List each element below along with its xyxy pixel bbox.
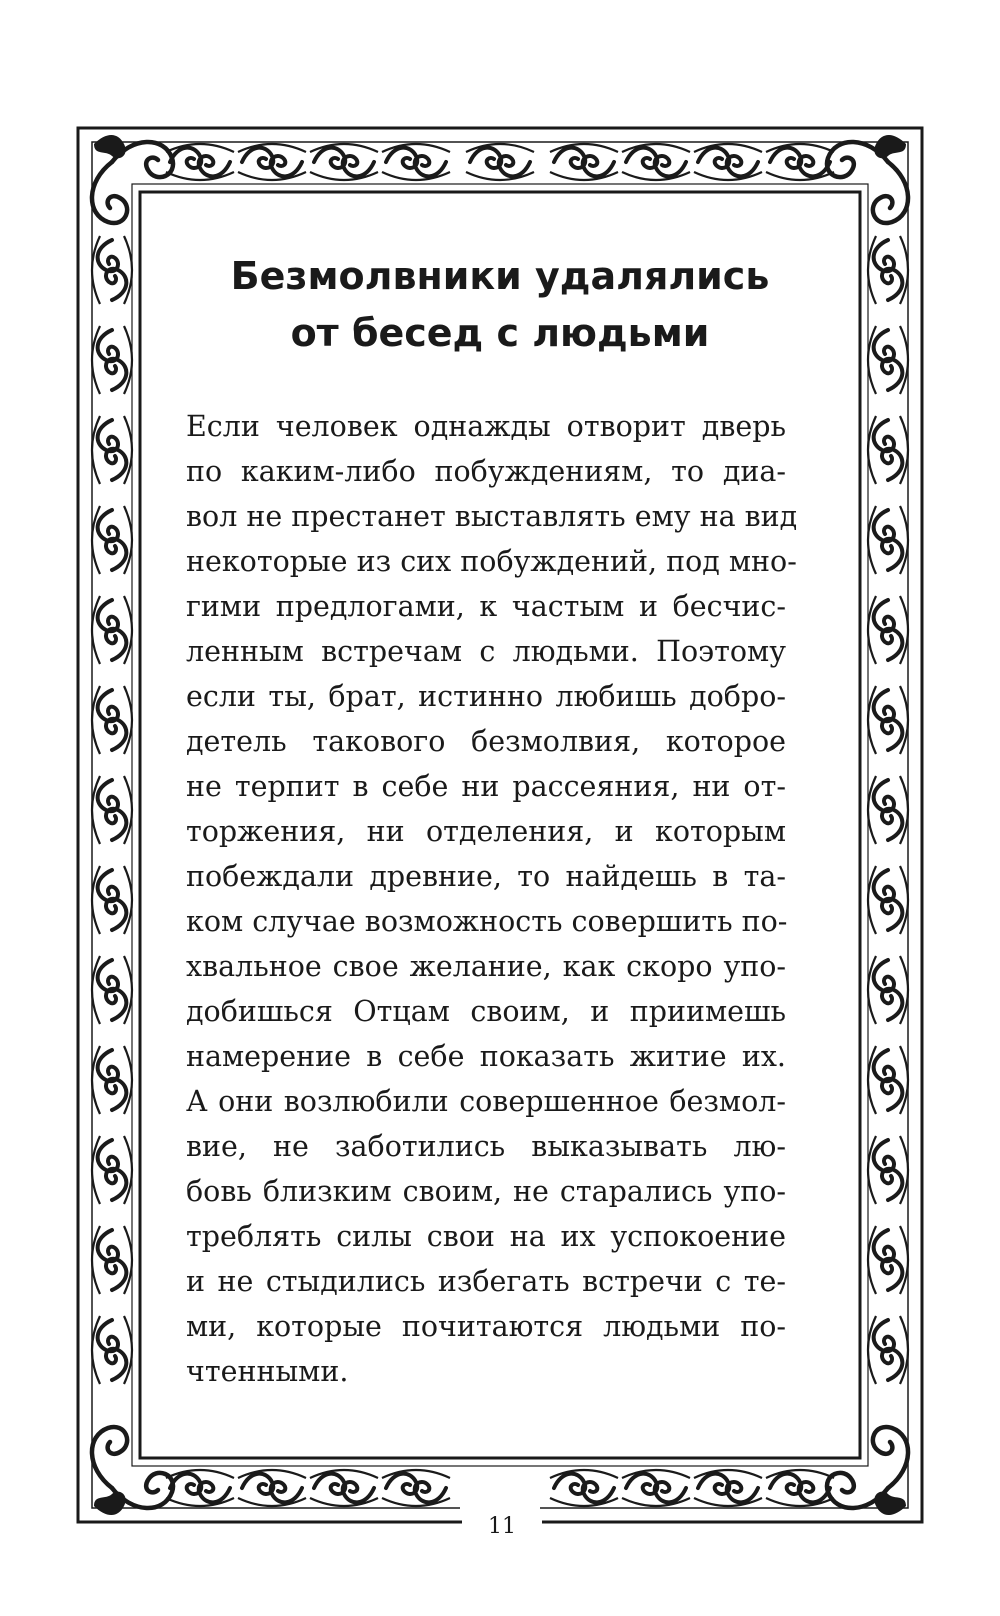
text-line: вие, не заботились выказывать лю-	[186, 1130, 786, 1163]
text-line: ком случае возможность совершить по-	[186, 905, 788, 938]
text-line: А они возлюбили совершенное безмол-	[186, 1085, 786, 1118]
page-number: 11	[462, 1510, 542, 1544]
title-line-2: от бесед с людьми	[290, 311, 710, 355]
text-line-last: чтенными.	[186, 1355, 349, 1388]
text-line: бовь близким своим, не старались упо-	[186, 1175, 786, 1208]
text-line: гими предлогами, к частым и бесчис-	[186, 590, 786, 623]
text-line: не терпит в себе ни рассеяния, ни от-	[186, 770, 786, 803]
title-line-1: Безмолвники удалялись	[230, 254, 770, 298]
text-line: хвальное свое желание, как скоро упо-	[186, 950, 786, 983]
text-line: по каким-либо побуждениям, то диа-	[186, 455, 786, 488]
text-line: побеждали древние, то найдешь в та-	[186, 860, 786, 893]
text-line: и не стыдились избегать встречи с те-	[186, 1265, 786, 1298]
text-line: добишься Отцам своим, и приимешь	[186, 995, 786, 1028]
body-text	[186, 404, 798, 1394]
text-line: торжения, ни отделения, и которым	[186, 815, 786, 848]
text-line: ми, которые почитаются людьми по-	[186, 1310, 786, 1343]
text-line: детель такового безмолвия, которое	[186, 725, 786, 758]
text-line: вол не престанет выставлять ему на вид	[186, 500, 798, 533]
text-line: ленным встречам с людьми. Поэтому	[186, 635, 786, 668]
page-title	[150, 248, 850, 362]
text-line: если ты, брат, истинно любишь добро-	[186, 680, 786, 713]
text-line: Если человек однажды отворит дверь	[186, 410, 786, 443]
text-line: треблять силы свои на их успокоение	[186, 1220, 786, 1253]
text-line: некоторые из сих побуждений, под мно-	[186, 545, 797, 578]
text-line: намерение в себе показать житие их.	[186, 1040, 786, 1073]
